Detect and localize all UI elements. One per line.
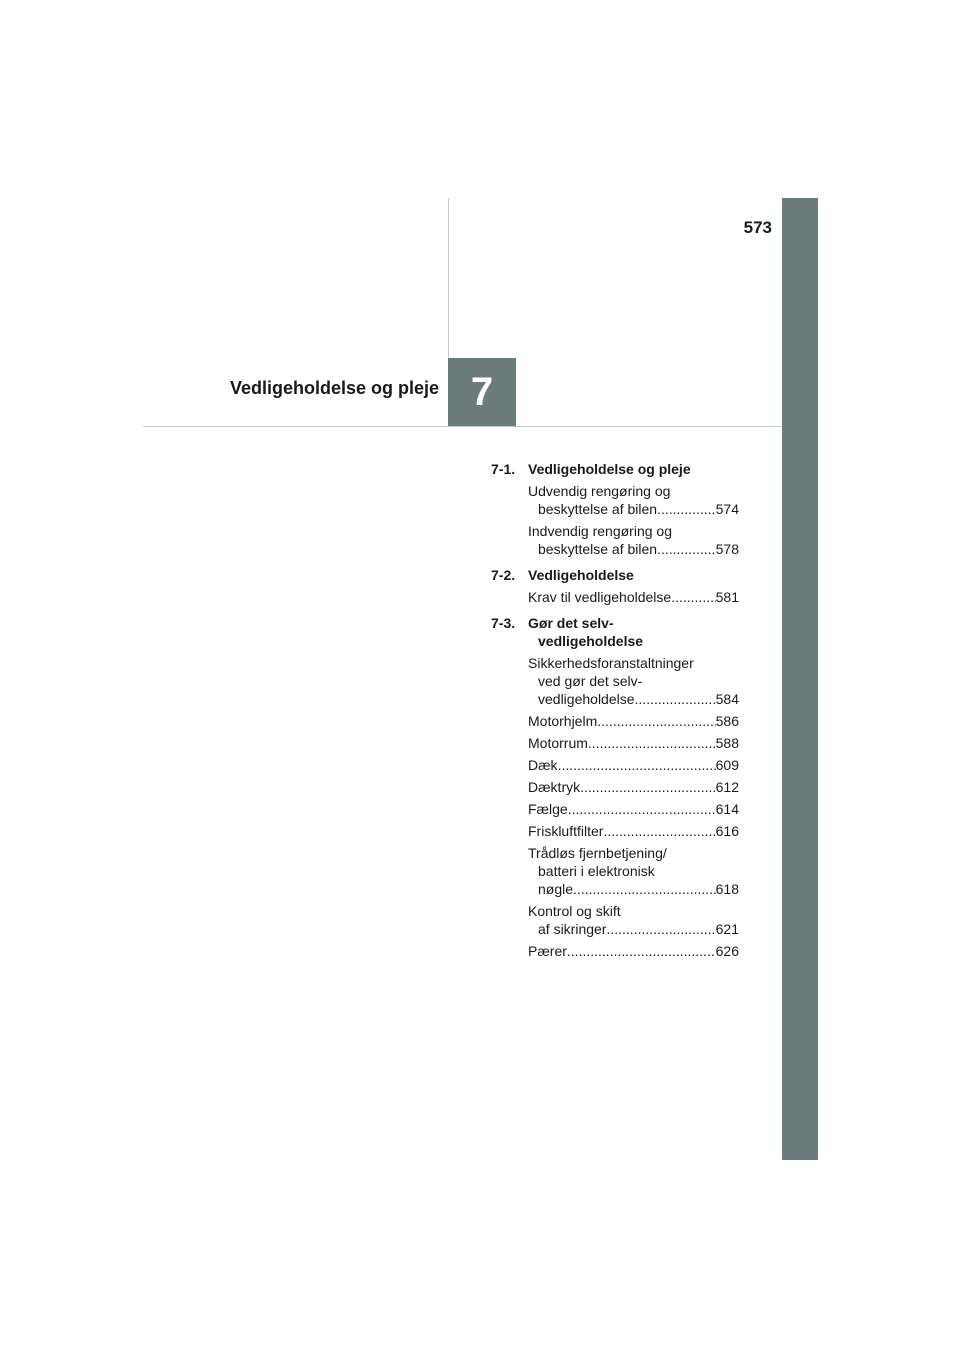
toc-entry[interactable] <box>528 756 739 774</box>
entry-title: af sikringer <box>538 921 607 937</box>
entry-title: Friskluftfilter <box>528 823 604 839</box>
section-title: Gør det selv- vedligeholdelse <box>528 615 644 649</box>
toc-entry[interactable] <box>528 588 739 606</box>
entry-page-number: 588 <box>715 735 739 751</box>
toc-entry[interactable] <box>528 778 739 796</box>
entry-title: Pærer <box>528 943 567 959</box>
toc-entry[interactable] <box>528 800 739 818</box>
entry-title: Motorrum <box>528 735 588 751</box>
entry-page-number: 626 <box>715 943 739 959</box>
entry-page-number: 618 <box>715 881 739 897</box>
toc-entry[interactable] <box>528 712 739 730</box>
dot-leader <box>657 540 716 558</box>
toc-entry[interactable] <box>528 902 739 938</box>
dot-leader <box>597 712 715 730</box>
entry-title-line: ved gør det selv- <box>538 673 643 689</box>
toc-section <box>491 614 739 960</box>
dot-leader <box>635 690 716 708</box>
section-heading <box>491 614 739 650</box>
dot-leader <box>657 500 716 518</box>
entry-title-line: Trådløs fjernbetjening/ <box>528 845 667 861</box>
toc-section <box>491 566 739 606</box>
dot-leader <box>567 942 716 960</box>
entry-title: nøgle <box>538 881 574 897</box>
dot-leader <box>603 822 715 840</box>
toc-entry[interactable] <box>528 844 739 898</box>
entry-title-line: Kontrol og skift <box>528 903 621 919</box>
section-title: Vedligeholdelse og pleje <box>528 461 691 477</box>
entry-page-number: 586 <box>715 713 739 729</box>
entry-page-number: 612 <box>715 779 739 795</box>
toc-entry[interactable] <box>528 942 739 960</box>
section-number: 7-3. <box>491 615 516 631</box>
section-title: Vedligeholdelse <box>528 567 634 583</box>
entry-title-line: Indvendig rengøring og <box>528 523 672 539</box>
section-heading <box>491 566 739 584</box>
entry-page-number: 578 <box>715 541 739 557</box>
entry-title: Dæk <box>528 757 558 773</box>
entry-title-line: batteri i elektronisk <box>538 863 655 879</box>
entry-title: Motorhjelm <box>528 713 598 729</box>
dot-leader <box>588 734 716 752</box>
entry-page-number: 609 <box>715 757 739 773</box>
entry-title: Krav til vedligeholdelse <box>528 589 672 605</box>
entry-title: Fælge <box>528 801 568 817</box>
toc-entry[interactable] <box>528 822 739 840</box>
dot-leader <box>573 880 716 898</box>
toc-entry[interactable] <box>528 482 739 518</box>
entry-title-line: Sikkerhedsforanstaltninger <box>528 655 694 671</box>
entry-page-number: 581 <box>715 589 739 605</box>
entry-page-number: 621 <box>715 921 739 937</box>
dot-leader <box>671 588 715 606</box>
entry-page-number: 584 <box>715 691 739 707</box>
dot-leader <box>558 756 716 774</box>
entry-page-number: 574 <box>715 501 739 517</box>
chapter-title: Vedligeholdelse og pleje <box>229 378 439 398</box>
toc-entry[interactable] <box>528 734 739 752</box>
entry-page-number: 616 <box>715 823 739 839</box>
toc-section <box>491 460 739 558</box>
vertical-rule <box>448 198 449 358</box>
section-number: 7-2. <box>491 567 516 583</box>
entry-title: beskyttelse af bilen <box>538 501 658 517</box>
section-heading <box>491 460 739 478</box>
table-of-contents <box>491 460 739 960</box>
dot-leader <box>580 778 716 796</box>
dot-leader <box>606 920 715 938</box>
entry-page-number: 614 <box>715 801 739 817</box>
entry-title: beskyttelse af bilen <box>538 541 658 557</box>
entry-title: vedligeholdelse <box>538 691 635 707</box>
section-number: 7-1. <box>491 461 516 477</box>
chapter-number: 7 <box>448 358 516 426</box>
toc-entry[interactable] <box>528 654 739 708</box>
horizontal-rule <box>143 426 782 427</box>
side-tab <box>782 198 818 1160</box>
entry-title-line: Udvendig rengøring og <box>528 483 671 499</box>
dot-leader <box>568 800 716 818</box>
page-number: 573 <box>743 218 772 237</box>
toc-entry[interactable] <box>528 522 739 558</box>
entry-title: Dæktryk <box>528 779 581 795</box>
